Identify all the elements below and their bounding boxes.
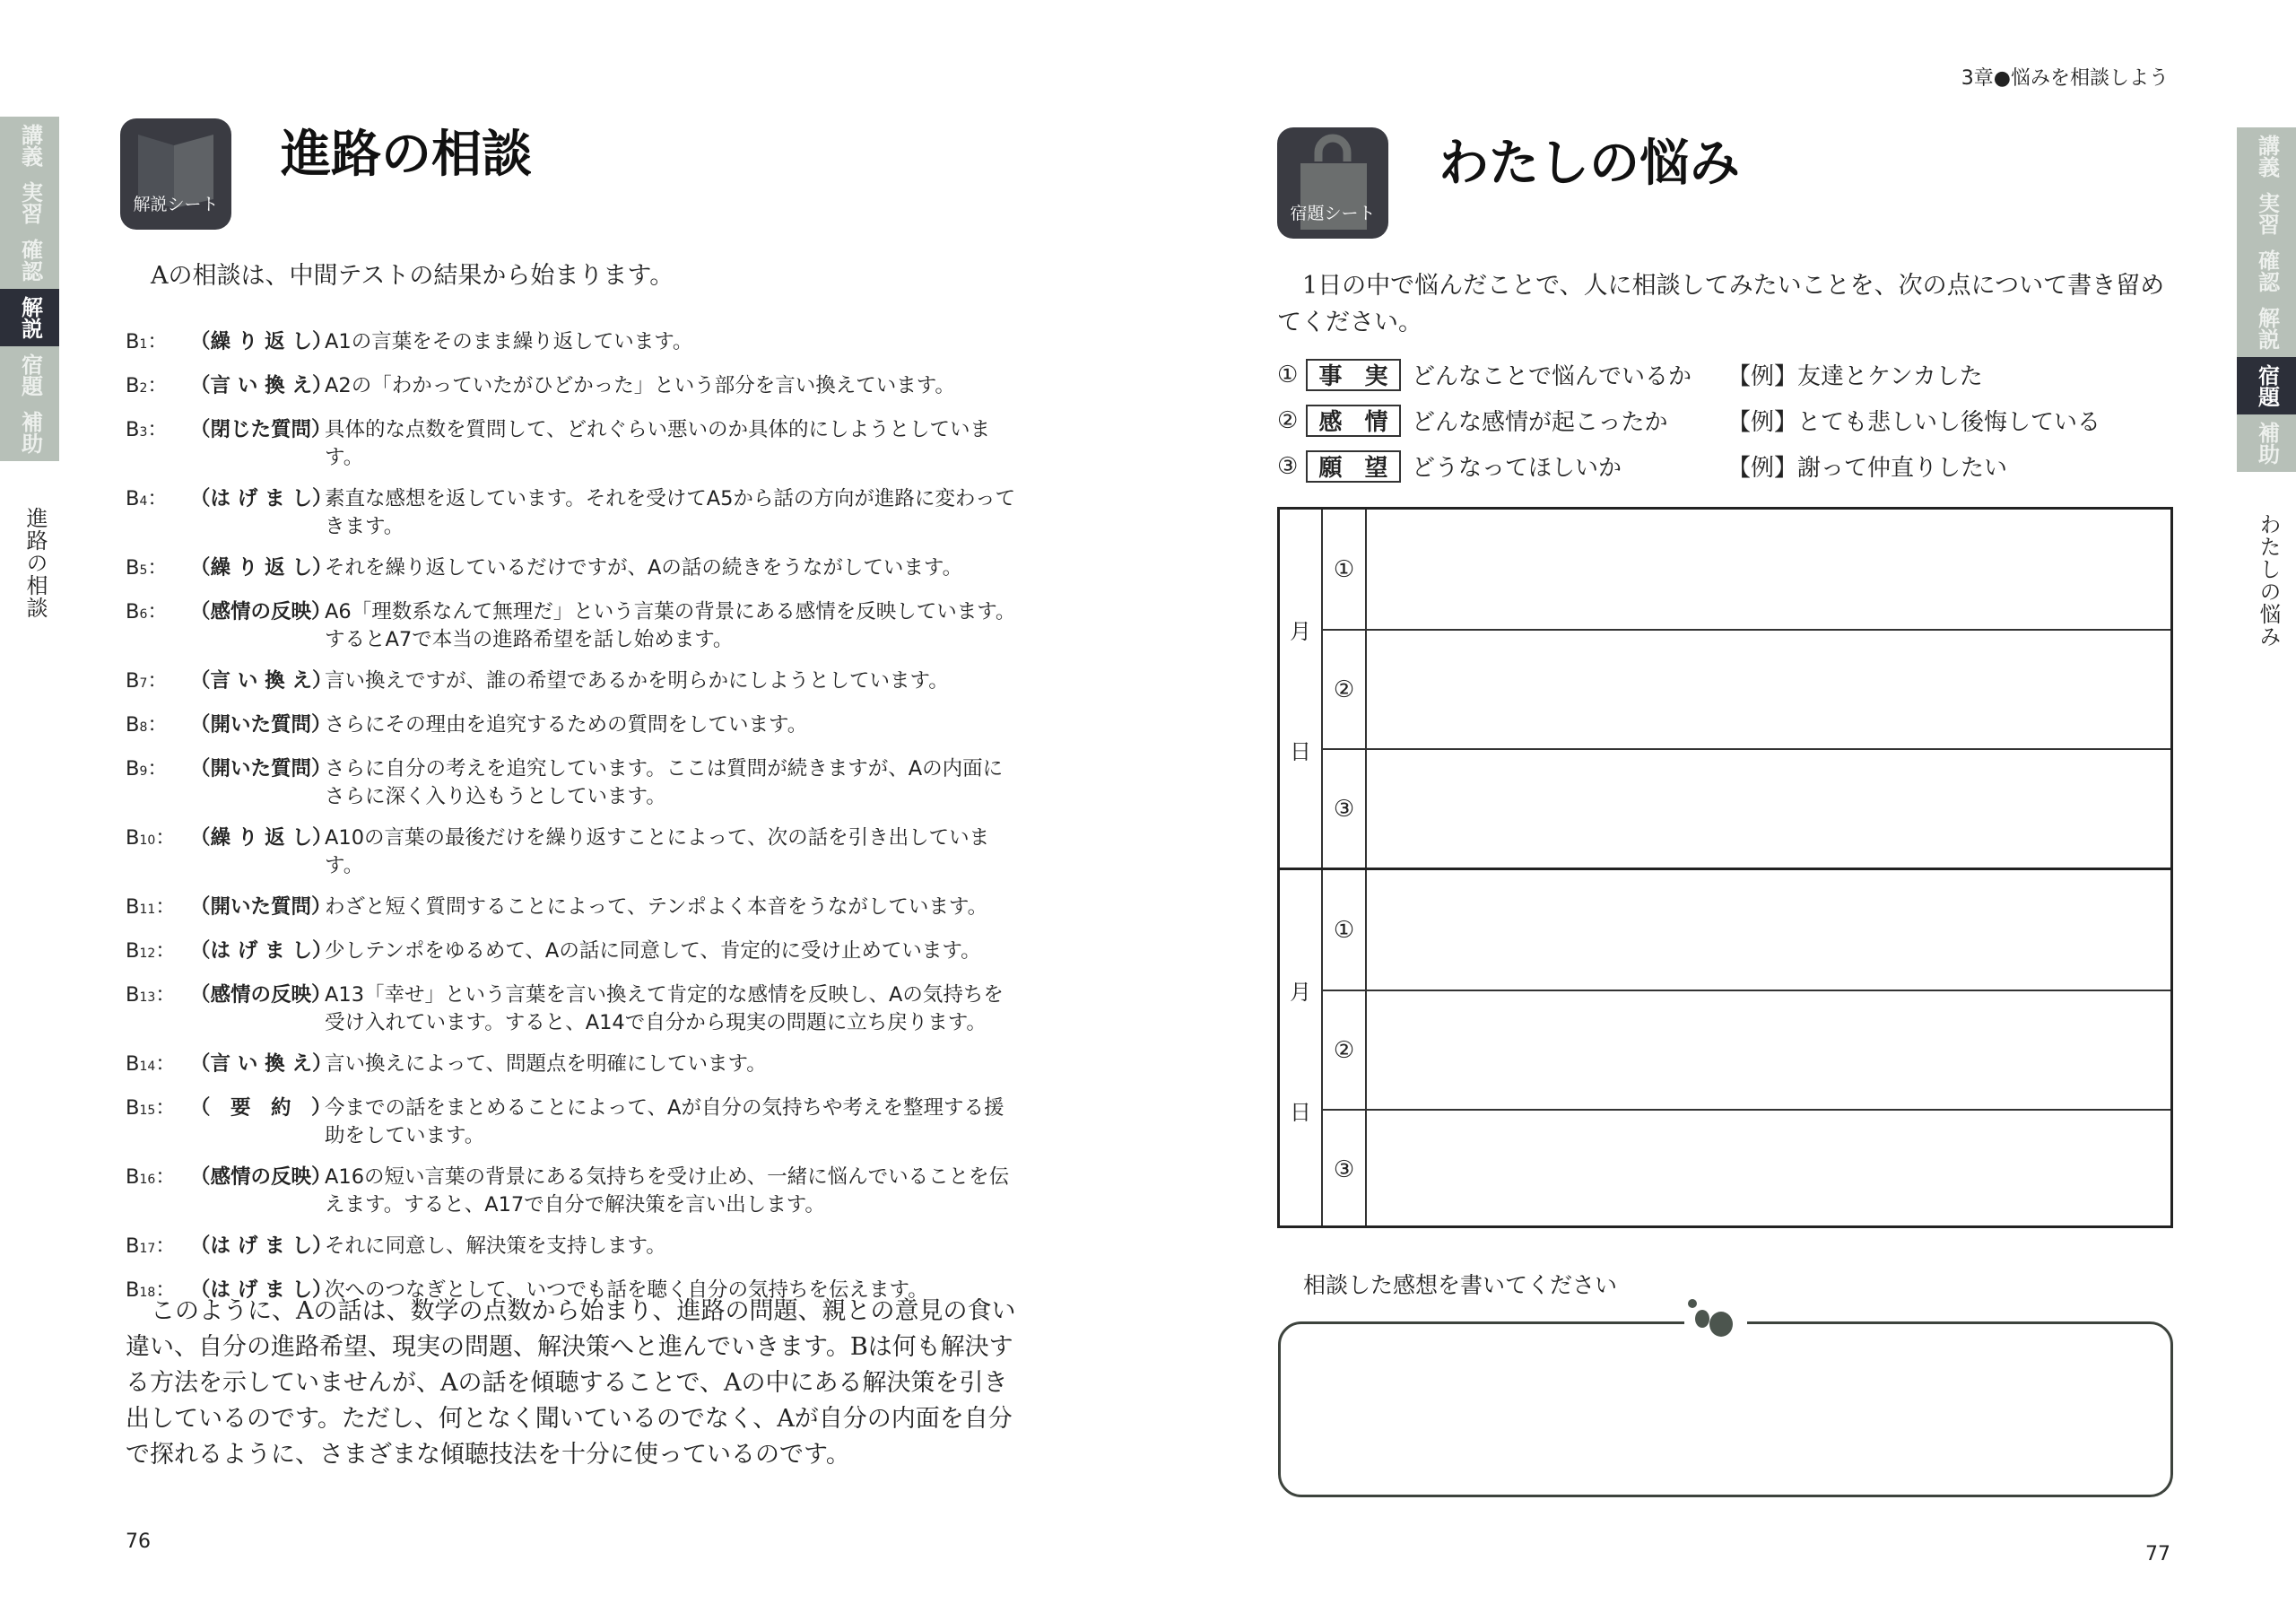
response-entry: [126, 894, 1018, 924]
response-entry: [126, 824, 1018, 880]
month-label: 月: [1290, 980, 1311, 1005]
technique-label: （繰 り 返 し）: [190, 826, 333, 850]
date-column[interactable]: [1280, 510, 1323, 868]
point-example: 【例】とても悲しいし後悔している: [1727, 409, 2101, 436]
response-letter: B: [126, 1165, 140, 1189]
point-example: 【例】友達とケンカした: [1727, 363, 1983, 390]
response-number: 11: [139, 903, 156, 917]
response-id: [126, 554, 190, 585]
response-explanation: 言い換えですが、誰の希望であるかを明らかにしようとしています。: [325, 669, 949, 693]
chapter-tab-3[interactable]: 解説: [2254, 307, 2280, 350]
response-letter: B: [126, 895, 140, 919]
chapter-tab-4[interactable]: 宿題: [17, 353, 43, 397]
technique-label: （感情の反映）: [190, 983, 332, 1007]
entry-cell[interactable]: [1367, 990, 2170, 1109]
technique-label: （言 い 換 え）: [190, 374, 333, 397]
response-entry: [126, 1051, 1018, 1081]
technique-label: （開いた質問）: [190, 757, 332, 780]
technique-label: （感情の反映）: [190, 600, 332, 624]
row-number: ②: [1323, 990, 1365, 1109]
day-label: 日: [1290, 739, 1311, 764]
response-id: [126, 1094, 190, 1150]
response-number: 4: [139, 494, 148, 509]
colon: ：: [155, 1165, 176, 1189]
response-letter: B: [126, 374, 140, 397]
colon: ：: [147, 487, 168, 510]
point-item: [1277, 397, 2100, 443]
chapter-tab-2[interactable]: 確認: [2254, 249, 2280, 292]
chapter-tab-1[interactable]: 実習: [17, 181, 43, 224]
technique-label: （は げ ま し）: [190, 487, 333, 510]
technique-label: （言 い 換 え）: [190, 1052, 333, 1076]
response-id: [126, 1051, 190, 1081]
response-explanation: それに同意し、解決策を支持します。: [325, 1234, 666, 1258]
response-explanation: それを繰り返しているだけですが、Aの話の続きをうながしています。: [325, 556, 963, 580]
response-entry: [126, 981, 1018, 1037]
response-explanation: 素直な感想を返しています。それを受けてA5から話の方向が進路に変わってきます。: [325, 487, 1016, 538]
section-label-right: わたしの悩み: [2256, 513, 2281, 648]
entry-cell[interactable]: [1367, 510, 2170, 629]
number-column: [1323, 510, 1367, 868]
response-number: 15: [139, 1103, 156, 1118]
technique-label: （は げ ま し）: [190, 939, 333, 963]
number-column: [1323, 870, 1367, 1225]
point-key-char: 願: [1318, 455, 1343, 482]
technique-label: （は げ ま し）: [190, 1234, 333, 1258]
point-key: [1306, 450, 1401, 483]
response-letter: B: [126, 757, 140, 780]
page-number-right: 77: [2145, 1543, 2170, 1565]
response-id: [126, 1164, 190, 1219]
point-key-char: 感: [1318, 409, 1343, 436]
response-explanation: 言い換えによって、問題点を明確にしています。: [325, 1052, 767, 1076]
point-key-char: 実: [1364, 363, 1388, 390]
response-id: [126, 372, 190, 403]
point-item: [1277, 443, 2100, 489]
worry-log-table: [1277, 507, 2173, 1228]
response-letter: B: [126, 713, 140, 737]
response-id: [126, 485, 190, 541]
entry-cell[interactable]: [1367, 748, 2170, 868]
row-number: ②: [1323, 629, 1365, 748]
response-id: [126, 937, 190, 968]
point-key: [1306, 359, 1401, 391]
response-letter: B: [126, 1052, 140, 1076]
response-number: 1: [139, 337, 148, 352]
response-id: [126, 328, 190, 359]
response-id: [126, 894, 190, 924]
response-explanation: A2の「わかっていたがひどかった」という部分を言い換えています。: [325, 374, 955, 397]
response-entry: [126, 598, 1018, 654]
month-label: 月: [1290, 619, 1311, 644]
response-id: [126, 598, 190, 654]
technique-label: （は げ ま し）: [190, 1278, 333, 1302]
technique-label: （開いた質問）: [190, 895, 332, 919]
technique-label: （開いた質問）: [190, 713, 332, 737]
point-key-char: 情: [1364, 409, 1388, 436]
explanation-sheet-icon: [120, 118, 231, 230]
chapter-tab-2[interactable]: 確認: [17, 239, 43, 282]
colon: ：: [155, 983, 176, 1007]
response-letter: B: [126, 418, 140, 441]
response-entry: [126, 1233, 1018, 1263]
colon: ：: [155, 1234, 176, 1258]
row-number: ③: [1323, 748, 1365, 868]
response-letter: B: [126, 600, 140, 624]
response-id: [126, 824, 190, 880]
bubble-decoration: [1684, 1292, 1747, 1346]
response-number: 12: [139, 946, 156, 961]
entry-cell[interactable]: [1367, 1109, 2170, 1228]
point-list: [1277, 352, 2100, 489]
chapter-tab-0[interactable]: 講義: [17, 124, 43, 167]
technique-label: （言 い 換 え）: [190, 669, 333, 693]
response-letter: B: [126, 1096, 140, 1120]
response-id: [126, 667, 190, 698]
running-header: 3章●悩みを相談しよう: [1961, 67, 2169, 90]
response-letter: B: [126, 939, 140, 963]
chapter-tab-0[interactable]: 講義: [2254, 135, 2280, 178]
day-label: 日: [1290, 1100, 1311, 1125]
response-id: [126, 1233, 190, 1263]
response-number: 10: [139, 833, 156, 848]
response-explanation: 今までの話をまとめることによって、Aが自分の気持ちや考えを整理する援助をしています。: [325, 1096, 1004, 1147]
response-explanation: 次へのつなぎとして、いつでも話を聴く自分の気持ちを伝えます。: [325, 1278, 928, 1302]
entry-cell[interactable]: [1367, 870, 2170, 990]
colon: ：: [147, 556, 168, 580]
technique-label: （ 要 約 ）: [190, 1096, 332, 1120]
response-letter: B: [126, 983, 140, 1007]
point-number: ③: [1277, 452, 1299, 480]
homework-sheet-icon: [1277, 127, 1388, 239]
response-number: 9: [139, 764, 148, 779]
icon-label: 宿題シート: [1290, 204, 1376, 223]
response-explanation: 具体的な点数を質問して、どれぐらい悪いのか具体的にしようとしています。: [325, 418, 991, 469]
chapter-tabs-left: [0, 117, 59, 461]
response-explanation: さらにその理由を追究するための質問をしています。: [325, 713, 808, 737]
response-entry: [126, 485, 1018, 541]
response-letter: B: [126, 487, 140, 510]
entry-column: [1367, 510, 2170, 868]
response-entry: [126, 328, 1018, 359]
response-explanation: A16の短い言葉の背景にある気持ちを受け止め、一緒に悩んでいることを伝えます。すると、A17で自分で解決策を言い出します。: [325, 1165, 1010, 1216]
response-entry: [126, 755, 1018, 811]
icon-label: 解説シート: [133, 195, 219, 214]
response-number: 16: [139, 1173, 156, 1187]
point-question: どんなことで悩んでいるか: [1412, 363, 1692, 390]
response-explanation: A13「幸せ」という言葉を言い換えて肯定的な感情を反映し、Aの気持ちを受け入れています。すると、A14で自分から現実の問題に立ち戻ります。: [325, 983, 1004, 1034]
colon: ：: [155, 826, 176, 850]
point-question: どうなってほしいか: [1412, 455, 1622, 482]
response-entry: [126, 1164, 1018, 1219]
row-number: ③: [1323, 1109, 1365, 1228]
response-explanation: A6「理数系なんて無理だ」という言葉の背景にある感情を反映しています。するとA7で本当の進路希望を話し始めます。: [325, 600, 1016, 651]
colon: ：: [155, 1096, 176, 1120]
response-number: 3: [139, 425, 148, 440]
page-title: わたしの悩み: [1439, 135, 1740, 193]
date-column[interactable]: [1280, 870, 1323, 1225]
response-letter: B: [126, 330, 140, 353]
chapter-tab-1[interactable]: 実習: [2254, 192, 2280, 235]
point-key-char: 望: [1364, 455, 1388, 482]
point-example: 【例】謝って仲直りしたい: [1727, 455, 2008, 482]
technique-label: （閉じた質問）: [190, 418, 332, 441]
point-number: ①: [1277, 361, 1299, 388]
section-label-left: 進路の相談: [22, 507, 48, 619]
summary-paragraph: このように、Aの話は、数学の点数から始まり、進路の問題、親との意見の食い違い、自分の進路希望、現実の問題、解決策へと進んでいきます。Bは何も解決する方法を示していませんが、Aの話を傾聴することで、Aの中にある解決策を引き出しているのです。ただし、何となく聞いているのでなく、Aが自分の内面を自分で探れるように、さまざまな傾聴技法を十分に使っているのです。: [126, 1297, 1016, 1469]
response-entry: [126, 711, 1018, 742]
response-number: 14: [139, 1060, 156, 1074]
entry-cell[interactable]: [1367, 629, 2170, 748]
response-id: [126, 416, 190, 472]
response-explanation: 少しテンポをゆるめて、Aの話に同意して、肯定的に受け止めています。: [325, 939, 981, 963]
colon: ：: [147, 757, 168, 780]
response-explanation: A10の言葉の最後だけを繰り返すことによって、次の話を引き出しています。: [325, 826, 990, 877]
point-key: [1306, 405, 1401, 437]
response-id: [126, 981, 190, 1037]
colon: ：: [147, 669, 168, 693]
row-number: ①: [1333, 555, 1355, 583]
response-letter: B: [126, 556, 140, 580]
chapter-tab-4[interactable]: 宿題: [2237, 357, 2296, 414]
response-letter: B: [126, 826, 140, 850]
response-entry: [126, 372, 1018, 403]
response-number: 18: [139, 1286, 156, 1300]
colon: ：: [147, 713, 168, 737]
point-number: ②: [1277, 406, 1299, 434]
chapter-tabs-right: [2237, 127, 2296, 472]
response-explanation: わざと短く質問することによって、テンポよく本音をうながしています。: [325, 895, 988, 919]
colon: ：: [155, 939, 176, 963]
response-number: 7: [139, 676, 148, 691]
response-number: 2: [139, 381, 148, 396]
technique-label: （感情の反映）: [190, 1165, 332, 1189]
response-number: 6: [139, 607, 148, 622]
response-entry: [126, 416, 1018, 472]
chapter-tab-5[interactable]: 補助: [2254, 422, 2280, 465]
entry-column: [1367, 870, 2170, 1225]
response-letter: B: [126, 669, 140, 693]
technique-label: （繰 り 返 し）: [190, 330, 333, 353]
page-title: 進路の相談: [281, 126, 532, 184]
response-letter: B: [126, 1278, 140, 1302]
response-id: [126, 711, 190, 742]
response-explanation: さらに自分の考えを追究しています。ここは質問が続きますが、Aの内面にさらに深く入り込もうとしています。: [325, 757, 1004, 808]
colon: ：: [147, 374, 168, 397]
response-entry: [126, 937, 1018, 968]
response-letter: B: [126, 1234, 140, 1258]
date-group: [1280, 868, 2170, 1225]
response-number: 17: [139, 1242, 156, 1256]
date-group: [1280, 510, 2170, 868]
response-explanation: A1の言葉をそのまま繰り返しています。: [325, 330, 693, 353]
colon: ：: [147, 330, 168, 353]
colon: ：: [155, 895, 176, 919]
colon: ：: [155, 1052, 176, 1076]
point-question: どんな感情が起こったか: [1412, 409, 1668, 436]
response-entry: [126, 667, 1018, 698]
colon: ：: [147, 600, 168, 624]
technique-label: （繰 り 返 し）: [190, 556, 333, 580]
point-key-char: 事: [1318, 363, 1343, 390]
response-list: [126, 328, 1018, 1321]
page-number-left: 76: [126, 1530, 151, 1553]
comment-label: 相談した感想を書いてください: [1303, 1272, 1618, 1298]
response-id: [126, 755, 190, 811]
chapter-tab-5[interactable]: 補助: [17, 411, 43, 454]
response-entry: [126, 1094, 1018, 1150]
row-number: ①: [1333, 916, 1355, 944]
intro-text: Aの相談は、中間テストの結果から始まります。: [151, 262, 674, 290]
colon: ：: [155, 1278, 176, 1302]
response-number: 5: [139, 563, 148, 578]
response-entry: [126, 554, 1018, 585]
response-number: 8: [139, 720, 148, 735]
chapter-tab-3[interactable]: 解説: [0, 289, 59, 346]
colon: ：: [147, 418, 168, 441]
instructions: 1日の中で悩んだことで、人に相談してみたいことを、次の点について書き留めてください。: [1277, 272, 2165, 336]
point-item: [1277, 352, 2100, 397]
response-number: 13: [139, 990, 156, 1005]
comment-box[interactable]: [1278, 1321, 2173, 1497]
